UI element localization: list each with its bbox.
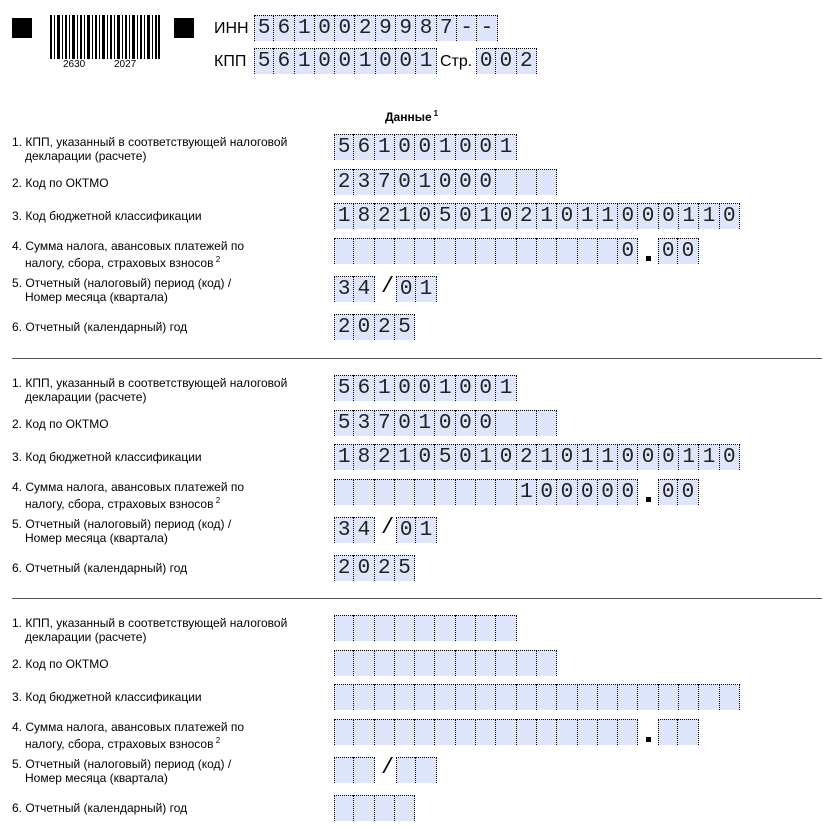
cell	[415, 684, 435, 710]
period-code-field[interactable]	[334, 276, 375, 302]
cell	[435, 238, 455, 264]
month-field[interactable]	[396, 757, 437, 783]
cell	[415, 719, 435, 745]
cell: 1	[395, 444, 415, 470]
cell: 0	[496, 203, 516, 229]
cell: 5	[395, 314, 415, 340]
cell	[415, 615, 435, 641]
section-divider	[12, 598, 822, 599]
corner-marker-right	[174, 18, 194, 38]
kpp-field[interactable]	[334, 134, 517, 160]
cell	[658, 719, 678, 745]
cell: 9	[376, 15, 396, 41]
cell: 5	[334, 375, 354, 401]
cell	[537, 410, 557, 436]
cell	[334, 238, 354, 264]
cell: 6	[274, 15, 294, 41]
cell: 0	[476, 48, 496, 74]
cell: 0	[415, 444, 435, 470]
cell: 0	[396, 48, 416, 74]
cell: 4	[354, 517, 374, 543]
cell	[496, 238, 516, 264]
cell	[354, 684, 374, 710]
cell	[415, 650, 435, 676]
cell: 4	[354, 276, 374, 302]
cell	[354, 795, 374, 821]
cell	[476, 238, 496, 264]
cell	[496, 684, 516, 710]
cell	[699, 684, 719, 710]
cell	[476, 684, 496, 710]
cell: 0	[476, 375, 496, 401]
cell: 0	[456, 169, 476, 195]
cell: 0	[476, 169, 496, 195]
cell: 2	[375, 555, 395, 581]
barcode-number-right: 2027	[114, 59, 137, 70]
cell: 0	[658, 238, 678, 264]
data-title: Данные $^1$	[385, 109, 439, 124]
kpp-label: 1. КПП, указанный в соответствующей налоговой декларации (расчете)	[12, 135, 288, 163]
cell	[354, 757, 374, 783]
cell: 1	[679, 444, 699, 470]
sum-label: 4. Сумма налога, авансовых платежей по налогу, сбора, страховых взносов $^2$	[12, 239, 245, 270]
cell: 1	[578, 444, 598, 470]
cell: 0	[578, 479, 598, 505]
section-divider	[12, 358, 822, 359]
cell: 0	[638, 203, 658, 229]
cell: 2	[375, 314, 395, 340]
cell	[578, 719, 598, 745]
cell: 7	[375, 410, 395, 436]
cell	[435, 615, 455, 641]
cell	[476, 650, 496, 676]
cell	[435, 479, 455, 505]
cell	[395, 795, 415, 821]
cell	[354, 719, 374, 745]
cell	[375, 684, 395, 710]
cell	[354, 238, 374, 264]
cell: 0	[315, 15, 335, 41]
cell	[537, 650, 557, 676]
cell: 0	[456, 134, 476, 160]
cell	[578, 684, 598, 710]
period-separator: /	[381, 274, 395, 299]
oktmo-field[interactable]	[334, 410, 557, 436]
kbk-field[interactable]	[334, 203, 740, 229]
sum-label: 4. Сумма налога, авансовых платежей по налогу, сбора, страховых взносов $^2$	[12, 480, 245, 511]
cell	[496, 615, 516, 641]
kpp-field[interactable]	[334, 615, 517, 641]
cell: 2	[334, 314, 354, 340]
cell: 7	[375, 169, 395, 195]
barcode-icon	[50, 15, 160, 59]
decimal-point	[646, 256, 651, 261]
kbk-field[interactable]	[334, 444, 740, 470]
cell: 0	[315, 48, 335, 74]
cell	[537, 238, 557, 264]
sum-fraction-field[interactable]	[658, 719, 699, 745]
cell	[517, 684, 537, 710]
cell: 0	[720, 444, 740, 470]
cell: 0	[678, 238, 698, 264]
cell	[517, 410, 537, 436]
cell: 1	[395, 203, 415, 229]
cell	[598, 684, 618, 710]
cell: 2	[517, 48, 537, 74]
cell	[334, 795, 354, 821]
cell: 0	[618, 238, 638, 264]
cell	[557, 684, 577, 710]
cell: 0	[557, 479, 577, 505]
cell: 1	[416, 517, 436, 543]
kpp-header-field[interactable]	[254, 48, 437, 74]
cell: 0	[395, 375, 415, 401]
page-field[interactable]	[476, 48, 537, 74]
cell: 1	[375, 375, 395, 401]
cell	[456, 479, 476, 505]
cell	[334, 479, 354, 505]
cell: 0	[335, 48, 355, 74]
cell: 0	[496, 444, 516, 470]
cell	[396, 757, 416, 783]
period-label: 5. Отчетный (налоговый) период (код) / Номер месяца (квартала)	[12, 757, 232, 785]
cell: 0	[618, 444, 638, 470]
cell	[354, 615, 374, 641]
month-field[interactable]	[396, 517, 437, 543]
month-field[interactable]	[396, 276, 437, 302]
cell: 0	[395, 410, 415, 436]
cell: 0	[435, 410, 455, 436]
cell	[375, 795, 395, 821]
barcode-number-left: 2630	[63, 59, 86, 70]
cell: 2	[375, 203, 395, 229]
cell: 2	[375, 444, 395, 470]
cell	[375, 479, 395, 505]
cell	[395, 719, 415, 745]
cell	[354, 650, 374, 676]
page-label: Стр.	[440, 53, 473, 70]
cell: 1	[355, 48, 375, 74]
cell: 1	[598, 444, 618, 470]
cell: 0	[456, 375, 476, 401]
year-field[interactable]	[334, 795, 415, 821]
cell: 1	[699, 444, 719, 470]
cell: 1	[416, 48, 436, 74]
cell: 2	[517, 444, 537, 470]
cell: 6	[274, 48, 294, 74]
cell	[334, 615, 354, 641]
cell: 0	[496, 48, 516, 74]
cell: 1	[598, 203, 618, 229]
period-label: 5. Отчетный (налоговый) период (код) / Номер месяца (квартала)	[12, 517, 232, 545]
cell: 0	[415, 375, 435, 401]
cell: 0	[638, 444, 658, 470]
cell: 0	[456, 444, 476, 470]
cell: 0	[618, 479, 638, 505]
cell: 5	[435, 444, 455, 470]
cell: 1	[679, 203, 699, 229]
cell: 2	[334, 555, 354, 581]
cell: 1	[415, 410, 435, 436]
cell: 5	[435, 203, 455, 229]
cell: 6	[354, 375, 374, 401]
cell: 8	[416, 15, 436, 41]
cell: 1	[375, 134, 395, 160]
cell	[415, 238, 435, 264]
cell: 2	[334, 169, 354, 195]
cell	[578, 238, 598, 264]
cell	[496, 410, 516, 436]
cell: 0	[476, 410, 496, 436]
cell: 2	[355, 15, 375, 41]
cell: -	[477, 15, 497, 41]
cell	[537, 169, 557, 195]
cell: 0	[678, 479, 698, 505]
cell: 0	[395, 134, 415, 160]
cell	[678, 719, 698, 745]
sum-label: 4. Сумма налога, авансовых платежей по налогу, сбора, страховых взносов $^2$	[12, 720, 245, 751]
cell: 0	[476, 134, 496, 160]
cell: 0	[376, 48, 396, 74]
oktmo-field[interactable]	[334, 650, 557, 676]
cell: 6	[354, 134, 374, 160]
kbk-label: 3. Код бюджетной классификации	[12, 450, 202, 464]
cell: 8	[354, 444, 374, 470]
cell: 3	[334, 517, 354, 543]
kpp-field[interactable]	[334, 375, 517, 401]
cell: 0	[537, 479, 557, 505]
cell: 1	[334, 444, 354, 470]
oktmo-label: 2. Код по ОКТМО	[12, 176, 109, 190]
cell	[517, 238, 537, 264]
cell	[395, 615, 415, 641]
decimal-point	[646, 497, 651, 502]
cell: 1	[415, 169, 435, 195]
sum-integer-field[interactable]	[334, 479, 638, 505]
cell	[659, 684, 679, 710]
cell: 1	[537, 203, 557, 229]
cell	[720, 684, 740, 710]
cell	[395, 238, 415, 264]
cell: 2	[517, 203, 537, 229]
decimal-point	[646, 737, 651, 742]
cell	[375, 615, 395, 641]
year-field[interactable]	[334, 555, 415, 581]
cell	[598, 238, 618, 264]
inn-field[interactable]	[254, 15, 498, 41]
cell	[334, 757, 354, 783]
cell: 0	[659, 203, 679, 229]
cell	[435, 719, 455, 745]
oktmo-field[interactable]	[334, 169, 557, 195]
cell: 0	[415, 134, 435, 160]
cell: 1	[435, 134, 455, 160]
cell	[517, 169, 537, 195]
cell: 5	[395, 555, 415, 581]
cell	[354, 479, 374, 505]
cell	[476, 719, 496, 745]
cell	[496, 650, 516, 676]
cell	[334, 719, 354, 745]
cell	[557, 238, 577, 264]
cell	[395, 650, 415, 676]
cell	[375, 719, 395, 745]
cell: 1	[578, 203, 598, 229]
cell: 5	[334, 410, 354, 436]
cell	[416, 757, 436, 783]
cell: 0	[456, 410, 476, 436]
cell: 1	[334, 203, 354, 229]
cell: 5	[254, 15, 274, 41]
cell: 1	[435, 375, 455, 401]
kbk-label: 3. Код бюджетной классификации	[12, 690, 202, 704]
cell	[375, 650, 395, 676]
cell: 0	[720, 203, 740, 229]
cell: 0	[354, 555, 374, 581]
sum-fraction-field[interactable]	[658, 479, 699, 505]
kbk-label: 3. Код бюджетной классификации	[12, 209, 202, 223]
cell: 7	[437, 15, 457, 41]
cell: 1	[476, 203, 496, 229]
cell: 0	[658, 479, 678, 505]
period-separator: /	[381, 515, 395, 540]
cell: 0	[435, 169, 455, 195]
cell	[456, 719, 476, 745]
cell	[456, 684, 476, 710]
cell: 0	[659, 444, 679, 470]
cell: 3	[334, 276, 354, 302]
cell	[638, 684, 658, 710]
cell	[517, 650, 537, 676]
period-label: 5. Отчетный (налоговый) период (код) / Номер месяца (квартала)	[12, 276, 232, 304]
period-code-field[interactable]	[334, 517, 375, 543]
sum-integer-field[interactable]	[334, 238, 638, 264]
cell	[517, 719, 537, 745]
cell: 9	[396, 15, 416, 41]
cell	[395, 684, 415, 710]
cell: 0	[557, 444, 577, 470]
cell: -	[457, 15, 477, 41]
cell: 1	[295, 15, 315, 41]
cell	[375, 238, 395, 264]
kpp-label: КПП	[214, 53, 247, 70]
cell	[496, 169, 516, 195]
oktmo-label: 2. Код по ОКТМО	[12, 417, 109, 431]
kpp-label: 1. КПП, указанный в соответствующей налоговой декларации (расчете)	[12, 616, 288, 644]
sum-fraction-field[interactable]	[658, 238, 699, 264]
oktmo-label: 2. Код по ОКТМО	[12, 657, 109, 671]
cell: 0	[557, 203, 577, 229]
cell: 1	[476, 444, 496, 470]
cell	[435, 650, 455, 676]
cell	[537, 719, 557, 745]
year-label: 6. Отчетный (календарный) год	[12, 320, 188, 334]
cell: 0	[396, 276, 416, 302]
cell: 0	[598, 479, 618, 505]
corner-marker-left	[12, 18, 32, 38]
cell: 1	[537, 444, 557, 470]
cell: 0	[395, 169, 415, 195]
cell: 1	[699, 203, 719, 229]
cell: 5	[254, 48, 274, 74]
cell	[415, 479, 435, 505]
year-label: 6. Отчетный (календарный) год	[12, 561, 188, 575]
year-label: 6. Отчетный (календарный) год	[12, 801, 188, 815]
cell	[456, 615, 476, 641]
cell	[557, 719, 577, 745]
cell: 0	[415, 203, 435, 229]
cell	[496, 479, 516, 505]
kbk-field[interactable]	[334, 684, 740, 710]
cell	[476, 479, 496, 505]
cell: 1	[496, 134, 516, 160]
cell	[679, 684, 699, 710]
cell: 0	[396, 517, 416, 543]
year-field[interactable]	[334, 314, 415, 340]
cell: 1	[416, 276, 436, 302]
cell	[598, 719, 618, 745]
cell: 0	[456, 203, 476, 229]
cell: 0	[335, 15, 355, 41]
period-separator: /	[381, 755, 395, 780]
cell	[476, 615, 496, 641]
inn-label: ИНН	[214, 20, 249, 37]
cell	[618, 684, 638, 710]
cell: 1	[517, 479, 537, 505]
cell	[435, 684, 455, 710]
cell: 1	[295, 48, 315, 74]
cell: 8	[354, 203, 374, 229]
kpp-label: 1. КПП, указанный в соответствующей налоговой декларации (расчете)	[12, 376, 288, 404]
cell	[496, 719, 516, 745]
cell	[395, 479, 415, 505]
sum-integer-field[interactable]	[334, 719, 638, 745]
cell	[334, 650, 354, 676]
cell: 3	[354, 169, 374, 195]
cell	[618, 719, 638, 745]
cell	[334, 684, 354, 710]
cell: 0	[354, 314, 374, 340]
cell: 5	[334, 134, 354, 160]
cell: 0	[618, 203, 638, 229]
cell: 1	[496, 375, 516, 401]
cell	[537, 684, 557, 710]
period-code-field[interactable]	[334, 757, 375, 783]
cell	[456, 238, 476, 264]
cell	[456, 650, 476, 676]
cell: 3	[354, 410, 374, 436]
